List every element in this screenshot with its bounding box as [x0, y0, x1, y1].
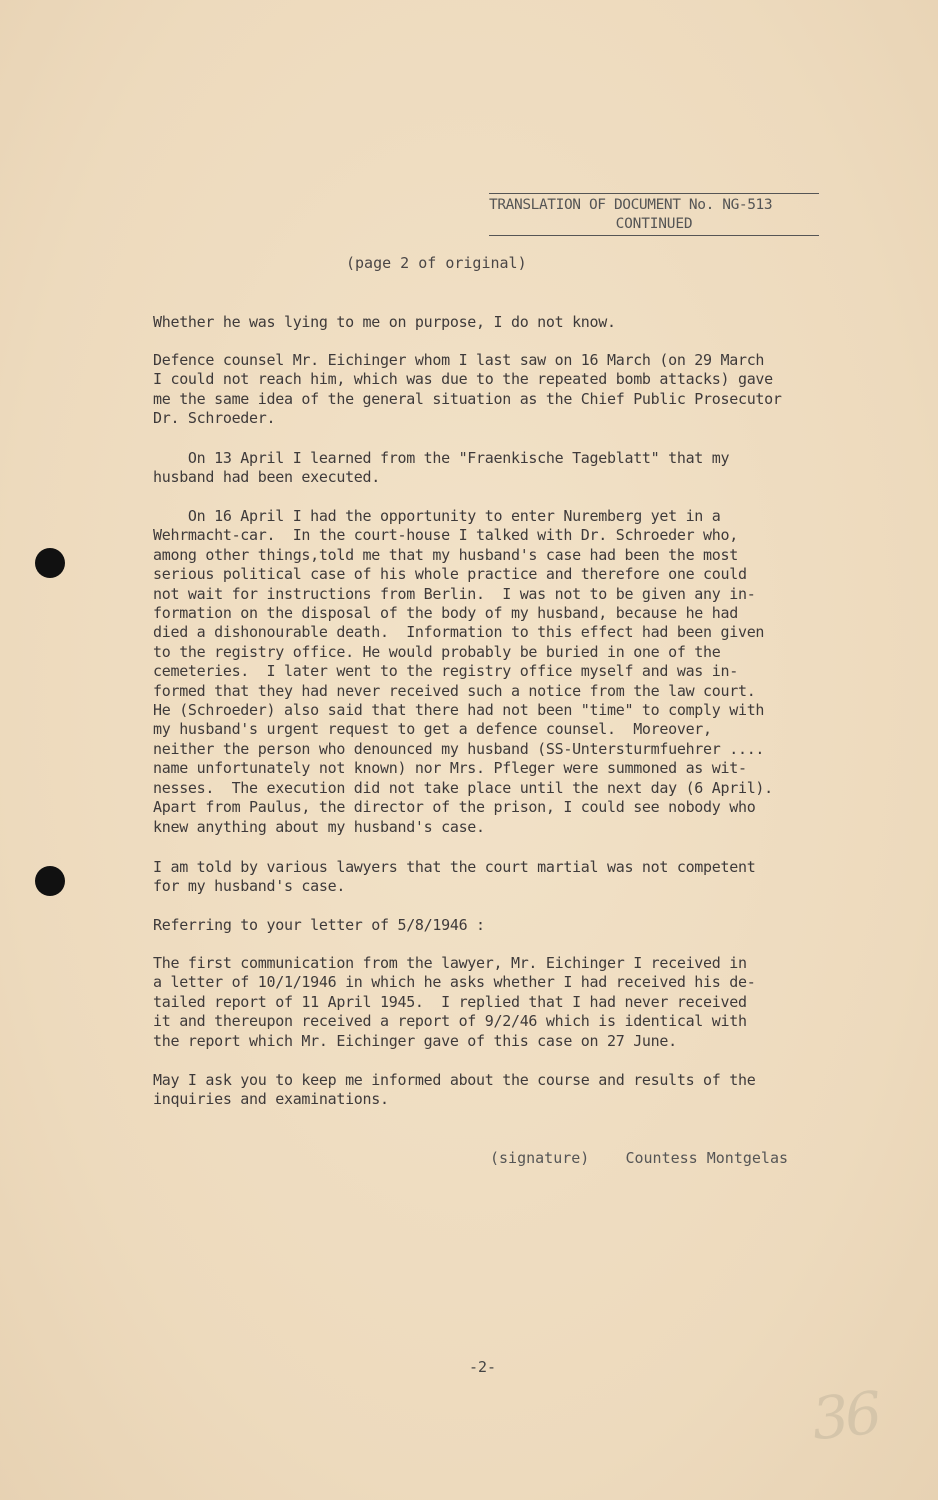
signature-label: (signature): [490, 1149, 590, 1167]
header-title: TRANSLATION OF DOCUMENT No. NG-513: [489, 197, 773, 213]
document-header: [489, 193, 819, 236]
paragraph-3: On 13 April I learned from the "Fraenkische Tageblatt" that my husband had been executed.: [153, 449, 730, 487]
header-top-rule: [489, 193, 819, 194]
paragraph-7: The first communication from the lawyer, Mr. Eichinger I received in a letter of 10/1/1946 in which he asks whether I had received his de- tailed report of 11 April 1945. I replied that I had never received it and thereupon received a report of 9/2/46 which is identical with the report which Mr. Eichinger gave of this case on 27 June.: [153, 954, 756, 1050]
header-continued: CONTINUED: [615, 216, 693, 232]
archive-page-mark: 36: [808, 1378, 882, 1454]
header-bottom-rule: [489, 235, 819, 236]
page-number: -2-: [469, 1358, 497, 1376]
paragraph-8: May I ask you to keep me informed about the course and results of the inquiries and examinations.: [153, 1071, 756, 1109]
punch-hole-upper: [35, 548, 65, 578]
paragraph-2: Defence counsel Mr. Eichinger whom I last saw on 16 March (on 29 March I could not reach him, which was due to the repeated bomb attacks) gave me the same idea of the general situation as the Chief Public Prosecutor Dr. Schroeder.: [153, 351, 782, 428]
paragraph-6: Referring to your letter of 5/8/1946 :: [153, 916, 485, 934]
page-of-original-note: (page 2 of original): [346, 254, 527, 272]
signature-name: Countess Montgelas: [625, 1149, 789, 1167]
signature-block: [490, 1149, 788, 1167]
paragraph-5: I am told by various lawyers that the court martial was not competent for my husband's case.: [153, 858, 756, 896]
paragraph-4: On 16 April I had the opportunity to enter Nuremberg yet in a Wehrmacht-car. In the court-house I talked with Dr. Schroeder who, among other things,told me that my husband's case had been the most serious political case of his whole practice and therefore one could not wait for instructions from Berlin. I was not to be given any in- formation on the disposal of the body of my husband, because he had died a dishonourable death. Information to this effect had been given to the registry office. He would probably be buried in one of the cemeteries. I later went to the registry office myself and was in- formed that they had never received such a notice from the law court. He (Schroeder) also said that there had not been "time" to comply with my husband's urgent request to get a defence counsel. Moreover, neither the person who denounced my husband (SS-Untersturmfuehrer .... name unfortunately not known) nor Mrs. Pfleger were summoned as wit- nesses. The execution did not take place until the next day (6 April). Apart from Paulus, the director of the prison, I could see nobody who knew anything about my husband's case.: [153, 507, 773, 836]
paragraph-1: Whether he was lying to me on purpose, I do not know.: [153, 313, 616, 331]
punch-hole-lower: [35, 866, 65, 896]
